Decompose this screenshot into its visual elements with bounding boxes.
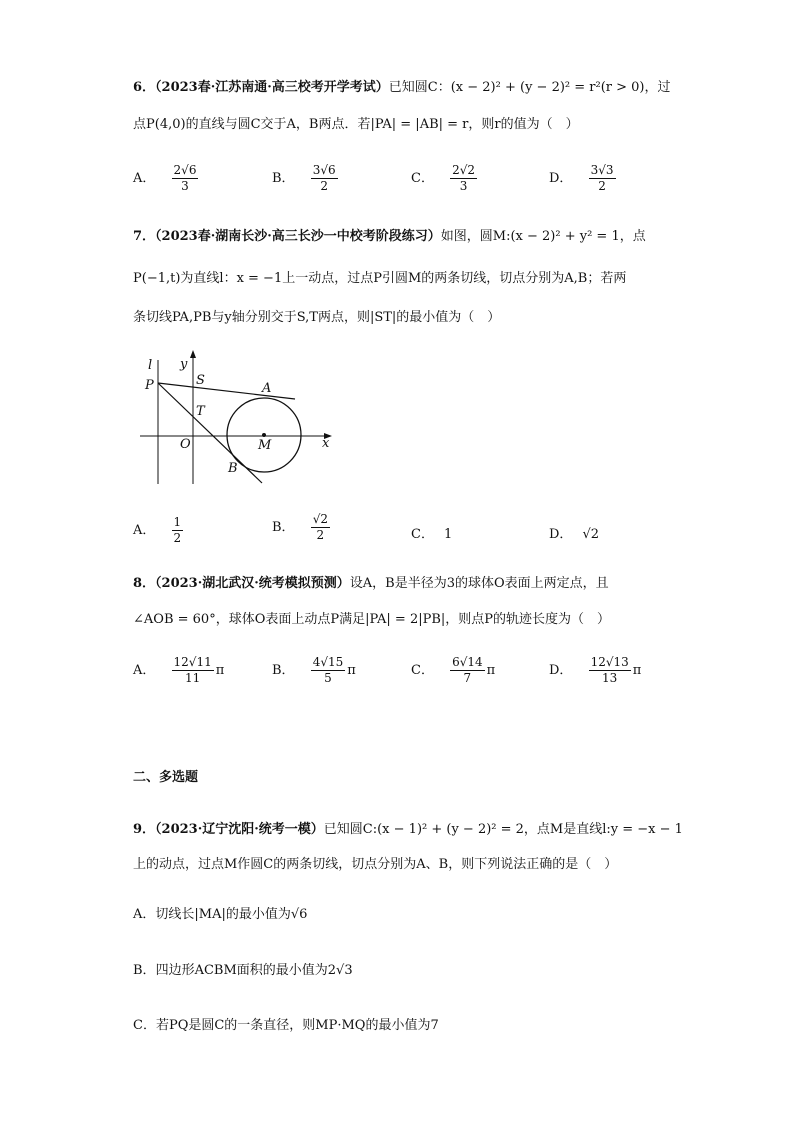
question-text: 设A，B是半径为3的球体O表面上两定点，且 (349, 576, 609, 591)
fraction: $\frac{2√6}{3}$ (173, 163, 197, 193)
label-y: y (180, 357, 188, 372)
fraction: $\frac{√2}{2}$ (312, 512, 328, 542)
label-o: O (180, 437, 191, 452)
label-b: B (228, 461, 238, 476)
q7-option-d[interactable]: D． √2 (549, 527, 599, 542)
label-x: x (322, 436, 330, 451)
q9-option-c[interactable]: C．若PQ是圆C的一条直径，则MP·MQ的最小值为7 (133, 1018, 439, 1033)
q6-option-c[interactable]: C． $\frac{2√2}{3}$ (411, 163, 476, 193)
tangent-pb (158, 383, 262, 483)
fraction: $\frac{3√6}{2}$ (312, 163, 336, 193)
question-7-line1 (133, 225, 646, 244)
q8-option-a[interactable]: A． $\frac{12√11}{11}$ π (133, 655, 225, 685)
section-title: 二、多选题 (133, 770, 199, 785)
question-7-line3: 条切线PA,PB与y轴分别交于S,T两点，则|ST|的最小值为（ ） (133, 310, 501, 325)
question-text: 如图，圆M:(x − 2)² + y² = 1，点 (440, 229, 646, 244)
question-number: 7． (133, 229, 156, 244)
q7-option-b[interactable]: B． $\frac{√2}{2}$ (272, 512, 328, 542)
label-p: P (145, 378, 154, 393)
center-point-m (262, 433, 266, 437)
q8-option-c[interactable]: C． $\frac{6√14}{7}$ π (411, 655, 496, 685)
q7-option-c[interactable]: C． 1 (411, 527, 453, 542)
question-8-line1 (133, 572, 609, 591)
label-m: M (258, 438, 272, 453)
fraction: $\frac{2√2}{3}$ (452, 163, 476, 193)
q9-option-a[interactable]: A．切线长|MA|的最小值为√6 (133, 907, 308, 922)
label-l: l (148, 358, 153, 373)
fraction: $\frac{3√3}{2}$ (590, 163, 614, 193)
q7-figure (140, 350, 340, 490)
question-number: 6． (133, 80, 156, 95)
q7-option-a[interactable]: A． $\frac{1}{2}$ (133, 515, 182, 545)
question-8-line2: ∠AOB = 60°，球体O表面上动点P满足|PA| = 2|PB|，则点P的轨迹长度为（ ） (133, 612, 611, 627)
question-6-line2: 点P(4,0)的直线与圆C交于A，B两点．若|PA| = |AB| = r，则r的值为（ ） (133, 117, 579, 132)
question-text: 已知圆C:(x − 1)² + (y − 2)² = 2，点M是直线l:y = −x − 1 (323, 822, 683, 837)
tangent-pa (158, 383, 295, 399)
fraction: $\frac{4√15}{5}$ (312, 655, 344, 685)
q6-option-a[interactable]: A． $\frac{2√6}{3}$ (133, 163, 197, 193)
question-source: （2023春·江苏南通·高三校考开学考试） (155, 80, 389, 95)
fraction: $\frac{12√11}{11}$ (173, 655, 212, 685)
question-text: 已知圆C：(x − 2)² + (y − 2)² = r²(r > 0)，过 (388, 80, 671, 95)
question-9-line2: 上的动点，过点M作圆C的两条切线，切点分别为A、B，则下列说法正确的是（ ） (133, 857, 618, 872)
question-number: 8． (133, 576, 156, 591)
question-source: （2023·辽宁沈阳·统考一模） (155, 822, 324, 837)
label-s: S (196, 373, 205, 388)
question-source: （2023春·湖南长沙·高三长沙一中校考阶段练习） (155, 229, 441, 244)
question-9-line1 (133, 818, 683, 837)
label-t: T (196, 404, 205, 419)
q8-option-b[interactable]: B． $\frac{4√15}{5}$ π (272, 655, 356, 685)
y-axis-arrow (190, 350, 196, 358)
question-source: （2023·湖北武汉·统考模拟预测） (155, 576, 350, 591)
q8-option-d[interactable]: D． $\frac{12√13}{13}$ π (549, 655, 642, 685)
label-a: A (262, 381, 272, 396)
fraction: $\frac{12√13}{13}$ (590, 655, 629, 685)
q9-option-b[interactable]: B．四边形ACBM面积的最小值为2√3 (133, 963, 353, 978)
question-6-line1 (133, 76, 671, 95)
q6-option-d[interactable]: D． $\frac{3√3}{2}$ (549, 163, 614, 193)
q6-option-b[interactable]: B． $\frac{3√6}{2}$ (272, 163, 336, 193)
question-7-line2: P(−1,t)为直线l：x = −1上一动点，过点P引圆M的两条切线，切点分别为A,B；若两 (133, 271, 627, 286)
question-number: 9． (133, 822, 156, 837)
fraction: $\frac{1}{2}$ (173, 515, 182, 545)
fraction: $\frac{6√14}{7}$ (452, 655, 483, 685)
